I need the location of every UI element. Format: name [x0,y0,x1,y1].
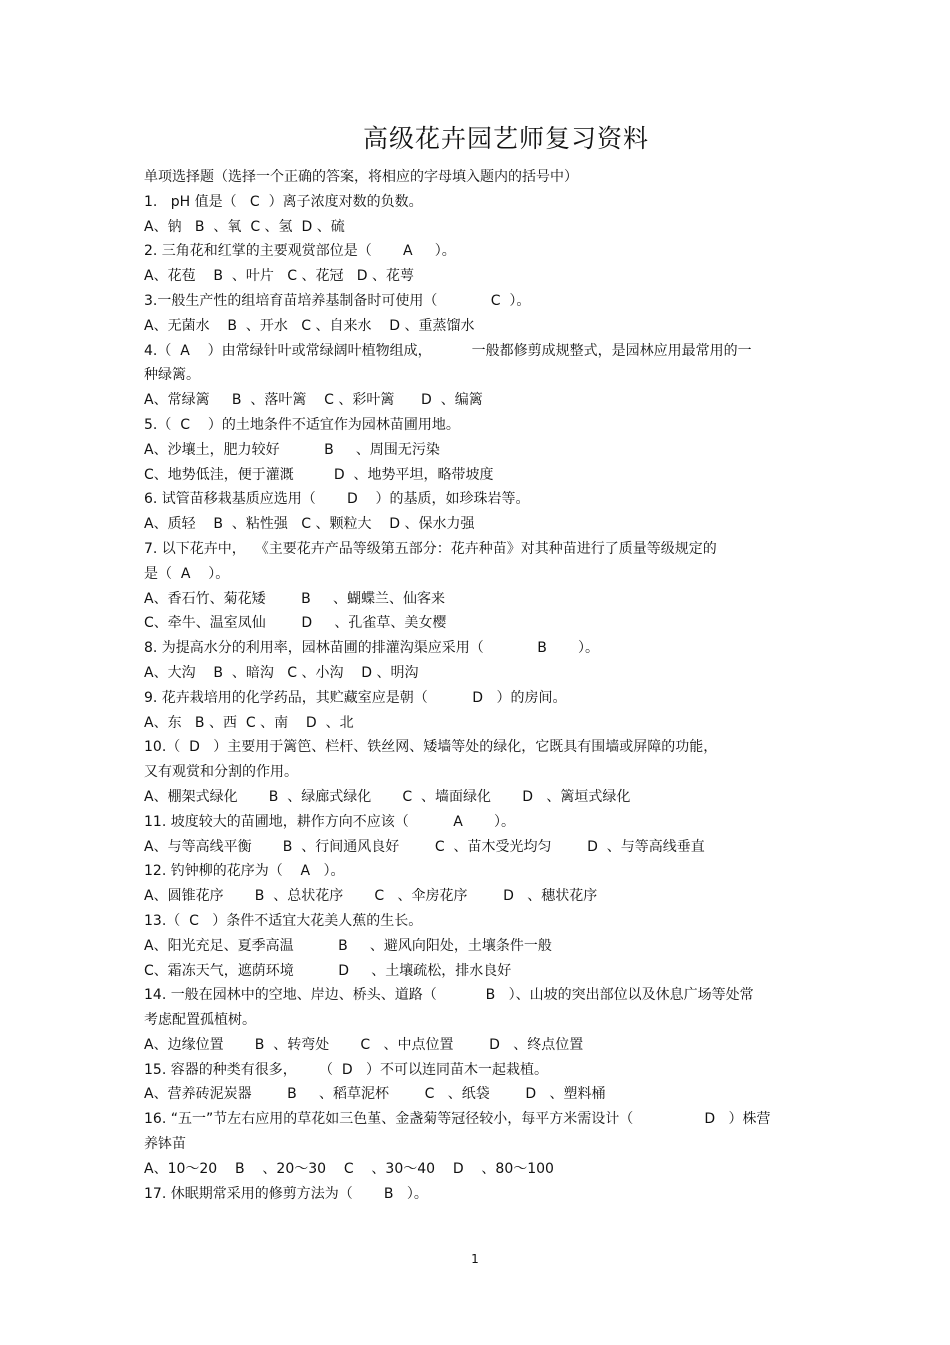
text-line: 6. 试管苗移栽基质应选用（ D ）的基质，如珍珠岩等。 [144,491,530,508]
text-line: A、钠 B 、氧 C 、氢 D 、硫 [144,218,345,235]
text-line: A、常绿篱 B 、落叶篱 C 、彩叶篱 D 、编篱 [144,392,483,409]
text-line: A、无菌水 B 、开水 C 、自来水 D 、重蒸馏水 [144,317,475,334]
text-line: 又有观赏和分割的作用。 [144,764,298,781]
text-line: A、10～20 B 、20～30 C 、30～40 D 、80～100 [144,1160,554,1177]
page-title: 高级花卉园艺师复习资料 [362,124,649,153]
text-line: A、沙壤土，肥力较好 B 、周围无污染 [144,441,440,458]
text-line: 12. 钓钟柳的花序为（ A ）。 [144,863,345,880]
text-line: A、大沟 B 、暗沟 C 、小沟 D 、明沟 [144,664,419,681]
text-line: 2. 三角花和红掌的主要观赏部位是（ A ）。 [144,243,456,260]
text-line: C、牵牛、温室凤仙 D 、孔雀草、美女樱 [144,615,447,632]
text-line: A、阳光充足、夏季高温 B 、避风向阳处，土壤条件一般 [144,937,552,954]
text-line: 14. 一般在园林中的空地、岸边、桥头、道路（ B ）、山坡的突出部位以及休息广场等处常 [144,987,754,1004]
text-line: 7. 以下花卉中， 《主要花卉产品等级第五部分：花卉种苗》对其种苗进行了质量等级规定的 [144,540,717,557]
text-line: 种绿篱。 [144,367,200,384]
text-line: 11. 坡度较大的苗圃地，耕作方向不应该（ A ）。 [144,813,515,830]
text-line: 养钵苗 [144,1136,186,1153]
text-line: C、地势低洼，便于灌溉 D 、地势平坦，略带坡度 [144,466,494,483]
text-line: 9. 花卉栽培用的化学药品，其贮藏室应是朝（ D ）的房间。 [144,689,567,706]
text-line: A、花苞 B 、叶片 C 、花冠 D 、花萼 [144,268,415,285]
text-line: A、与等高线平衡 B 、行间通风良好 C 、苗木受光均匀 D 、与等高线垂直 [144,838,705,855]
text-line: A、东 B 、西 C 、南 D 、北 [144,714,354,731]
text-line: 8. 为提高水分的利用率，园林苗圃的排灌沟渠应采用（ B ）。 [144,640,599,657]
text-line: 单项选择题（选择一个正确的答案，将相应的字母填入题内的括号中） [144,169,578,185]
text-line: 考虑配置孤植树。 [144,1012,256,1029]
text-line: 3.一般生产性的组培育苗培养基制备时可使用（ C ）。 [144,292,531,309]
page-number: 1 [471,1252,479,1266]
text-line: 5.（ C ）的土地条件不适宜作为园林苗圃用地。 [144,416,460,433]
text-line: 15. 容器的种类有很多， （ D ）不可以连同苗木一起栽植。 [144,1061,548,1078]
text-line: 17. 休眠期常采用的修剪方法为（ B ）。 [144,1185,428,1202]
text-line: A、边缘位置 B 、转弯处 C 、中点位置 D 、终点位置 [144,1036,584,1053]
text-line: A、营养砖泥炭器 B 、稻草泥杯 C 、纸袋 D 、塑料桶 [144,1086,606,1103]
text-line: 10.（ D ）主要用于篱笆、栏杆、铁丝网、矮墙等处的绿化，它既具有围墙或屏障的功能， [144,739,718,756]
text-line: A、香石竹、菊花矮 B 、蝴蝶兰、仙客来 [144,590,446,607]
question-list [144,165,824,1206]
text-line: 1. pH 值是（ C ）离子浓度对数的负数。 [144,193,423,210]
text-line: 是（ A ）。 [144,565,230,582]
text-line: A、棚架式绿化 B 、绿廊式绿化 C 、墙面绿化 D 、篱垣式绿化 [144,788,631,805]
text-line: 13.（ C ）条件不适宜大花美人蕉的生长。 [144,912,423,929]
text-line: C、霜冻天气，遮荫环境 D 、土壤疏松，排水良好 [144,962,512,979]
text-line: 4.（ A ）由常绿针叶或常绿阔叶植物组成， 一般都修剪成规整式，是园林应用最常用的一 [144,342,752,359]
text-line: 16. “五一”节左右应用的草花如三色堇、金盏菊等冠径较小，每平方米需设计（ D ）株营 [144,1111,771,1128]
text-line: A、圆锥花序 B 、总状花序 C 、伞房花序 D 、穗状花序 [144,888,598,905]
text-line: A、质轻 B 、粘性强 C 、颗粒大 D 、保水力强 [144,516,475,533]
